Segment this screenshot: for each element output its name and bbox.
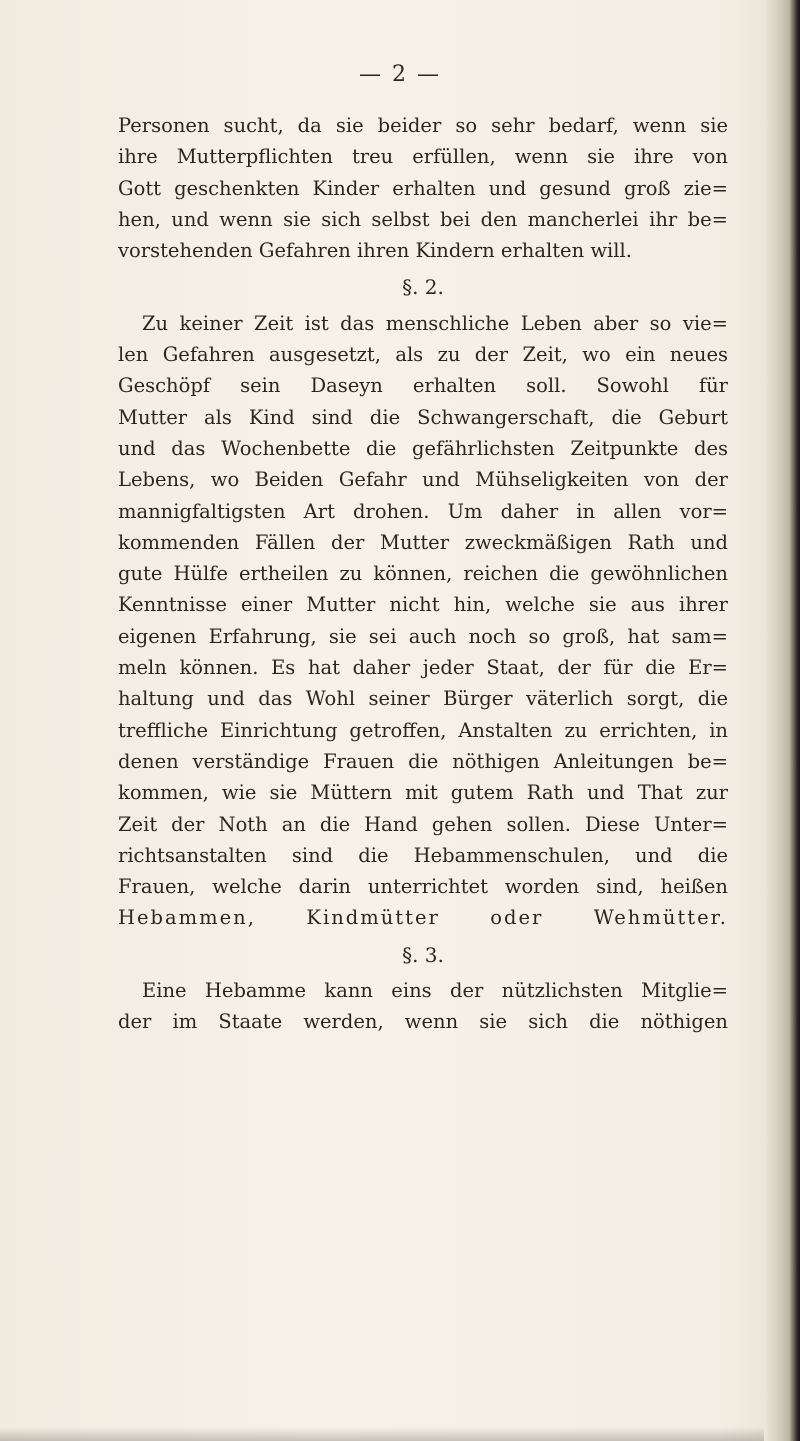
page-number: — 2 — [359, 62, 441, 87]
text-line: hen, und wenn sie sich selbst bei den mancherlei ihr be= [118, 207, 728, 231]
page-text [118, 110, 728, 1038]
text-line: haltung und das Wohl seiner Bürger väterlich sorgt, die [118, 687, 728, 711]
text-line: Personen sucht, da sie beider so sehr bedarf, wenn sie [118, 114, 728, 137]
text-line: kommenden Fällen der Mutter zweckmäßigen Rath und [118, 530, 728, 554]
text-line: gute Hülfe ertheilen zu können, reichen die gewöhnlichen [118, 562, 728, 586]
text-line: meln können. Es hat daher jeder Staat, der für die Er= [118, 656, 728, 680]
text-line: richtsanstalten sind die Hebammenschulen, und die [118, 843, 728, 867]
text-line: vorstehenden Gefahren ihren Kindern erhalten will. [118, 239, 632, 263]
text-line: Frauen, welche darin unterrichtet worden sind, heißen [118, 875, 728, 899]
text-line: Kenntnisse einer Mutter nicht hin, welche sie aus ihrer [118, 593, 728, 617]
text-line: der im Staate werden, wenn sie sich die nöthigen [118, 1010, 728, 1034]
page-edge-shadow [764, 0, 800, 1441]
text-line: Eine Hebamme kann eins der nützlichsten Mitglie= [142, 979, 728, 1003]
text-line: Lebens, wo Beiden Gefahr und Mühseligkeiten von der [118, 468, 728, 492]
text-line: mannigfaltigsten Art drohen. Um daher in allen vor= [118, 499, 728, 523]
text-line: Geschöpf sein Daseyn erhalten soll. Sowohl für [118, 374, 728, 398]
section-heading: §. 2. [402, 275, 444, 300]
text-line: Gott geschenkten Kinder erhalten und gesund groß zie= [118, 176, 728, 200]
text-line: eigenen Erfahrung, sie sei auch noch so groß, hat sam= [118, 624, 728, 648]
text-line: ihre Mutterpflichten treu erfüllen, wenn sie ihre von [118, 145, 728, 169]
text-line: kommen, wie sie Müttern mit gutem Rath und That zur [118, 781, 728, 805]
text-line: treffliche Einrichtung getroffen, Anstalten zu errichten, in [118, 718, 728, 742]
text-line: Hebammen, Kindmütter oder Wehmütter. [118, 906, 728, 930]
text-line: Mutter als Kind sind die Schwangerschaft, die Geburt [118, 405, 728, 429]
section-heading: §. 3. [402, 942, 444, 967]
page-bottom-shadow [0, 1427, 764, 1441]
text-line: Zeit der Noth an die Hand gehen sollen. Diese Unter= [118, 812, 728, 836]
text-line: und das Wochenbette die gefährlichsten Zeitpunkte des [118, 436, 728, 460]
text-line: len Gefahren ausgesetzt, als zu der Zeit, wo ein neues [118, 343, 728, 367]
text-line: denen verständige Frauen die nöthigen Anleitungen be= [118, 749, 728, 773]
text-line: Zu keiner Zeit ist das menschliche Leben aber so vie= [142, 311, 728, 335]
